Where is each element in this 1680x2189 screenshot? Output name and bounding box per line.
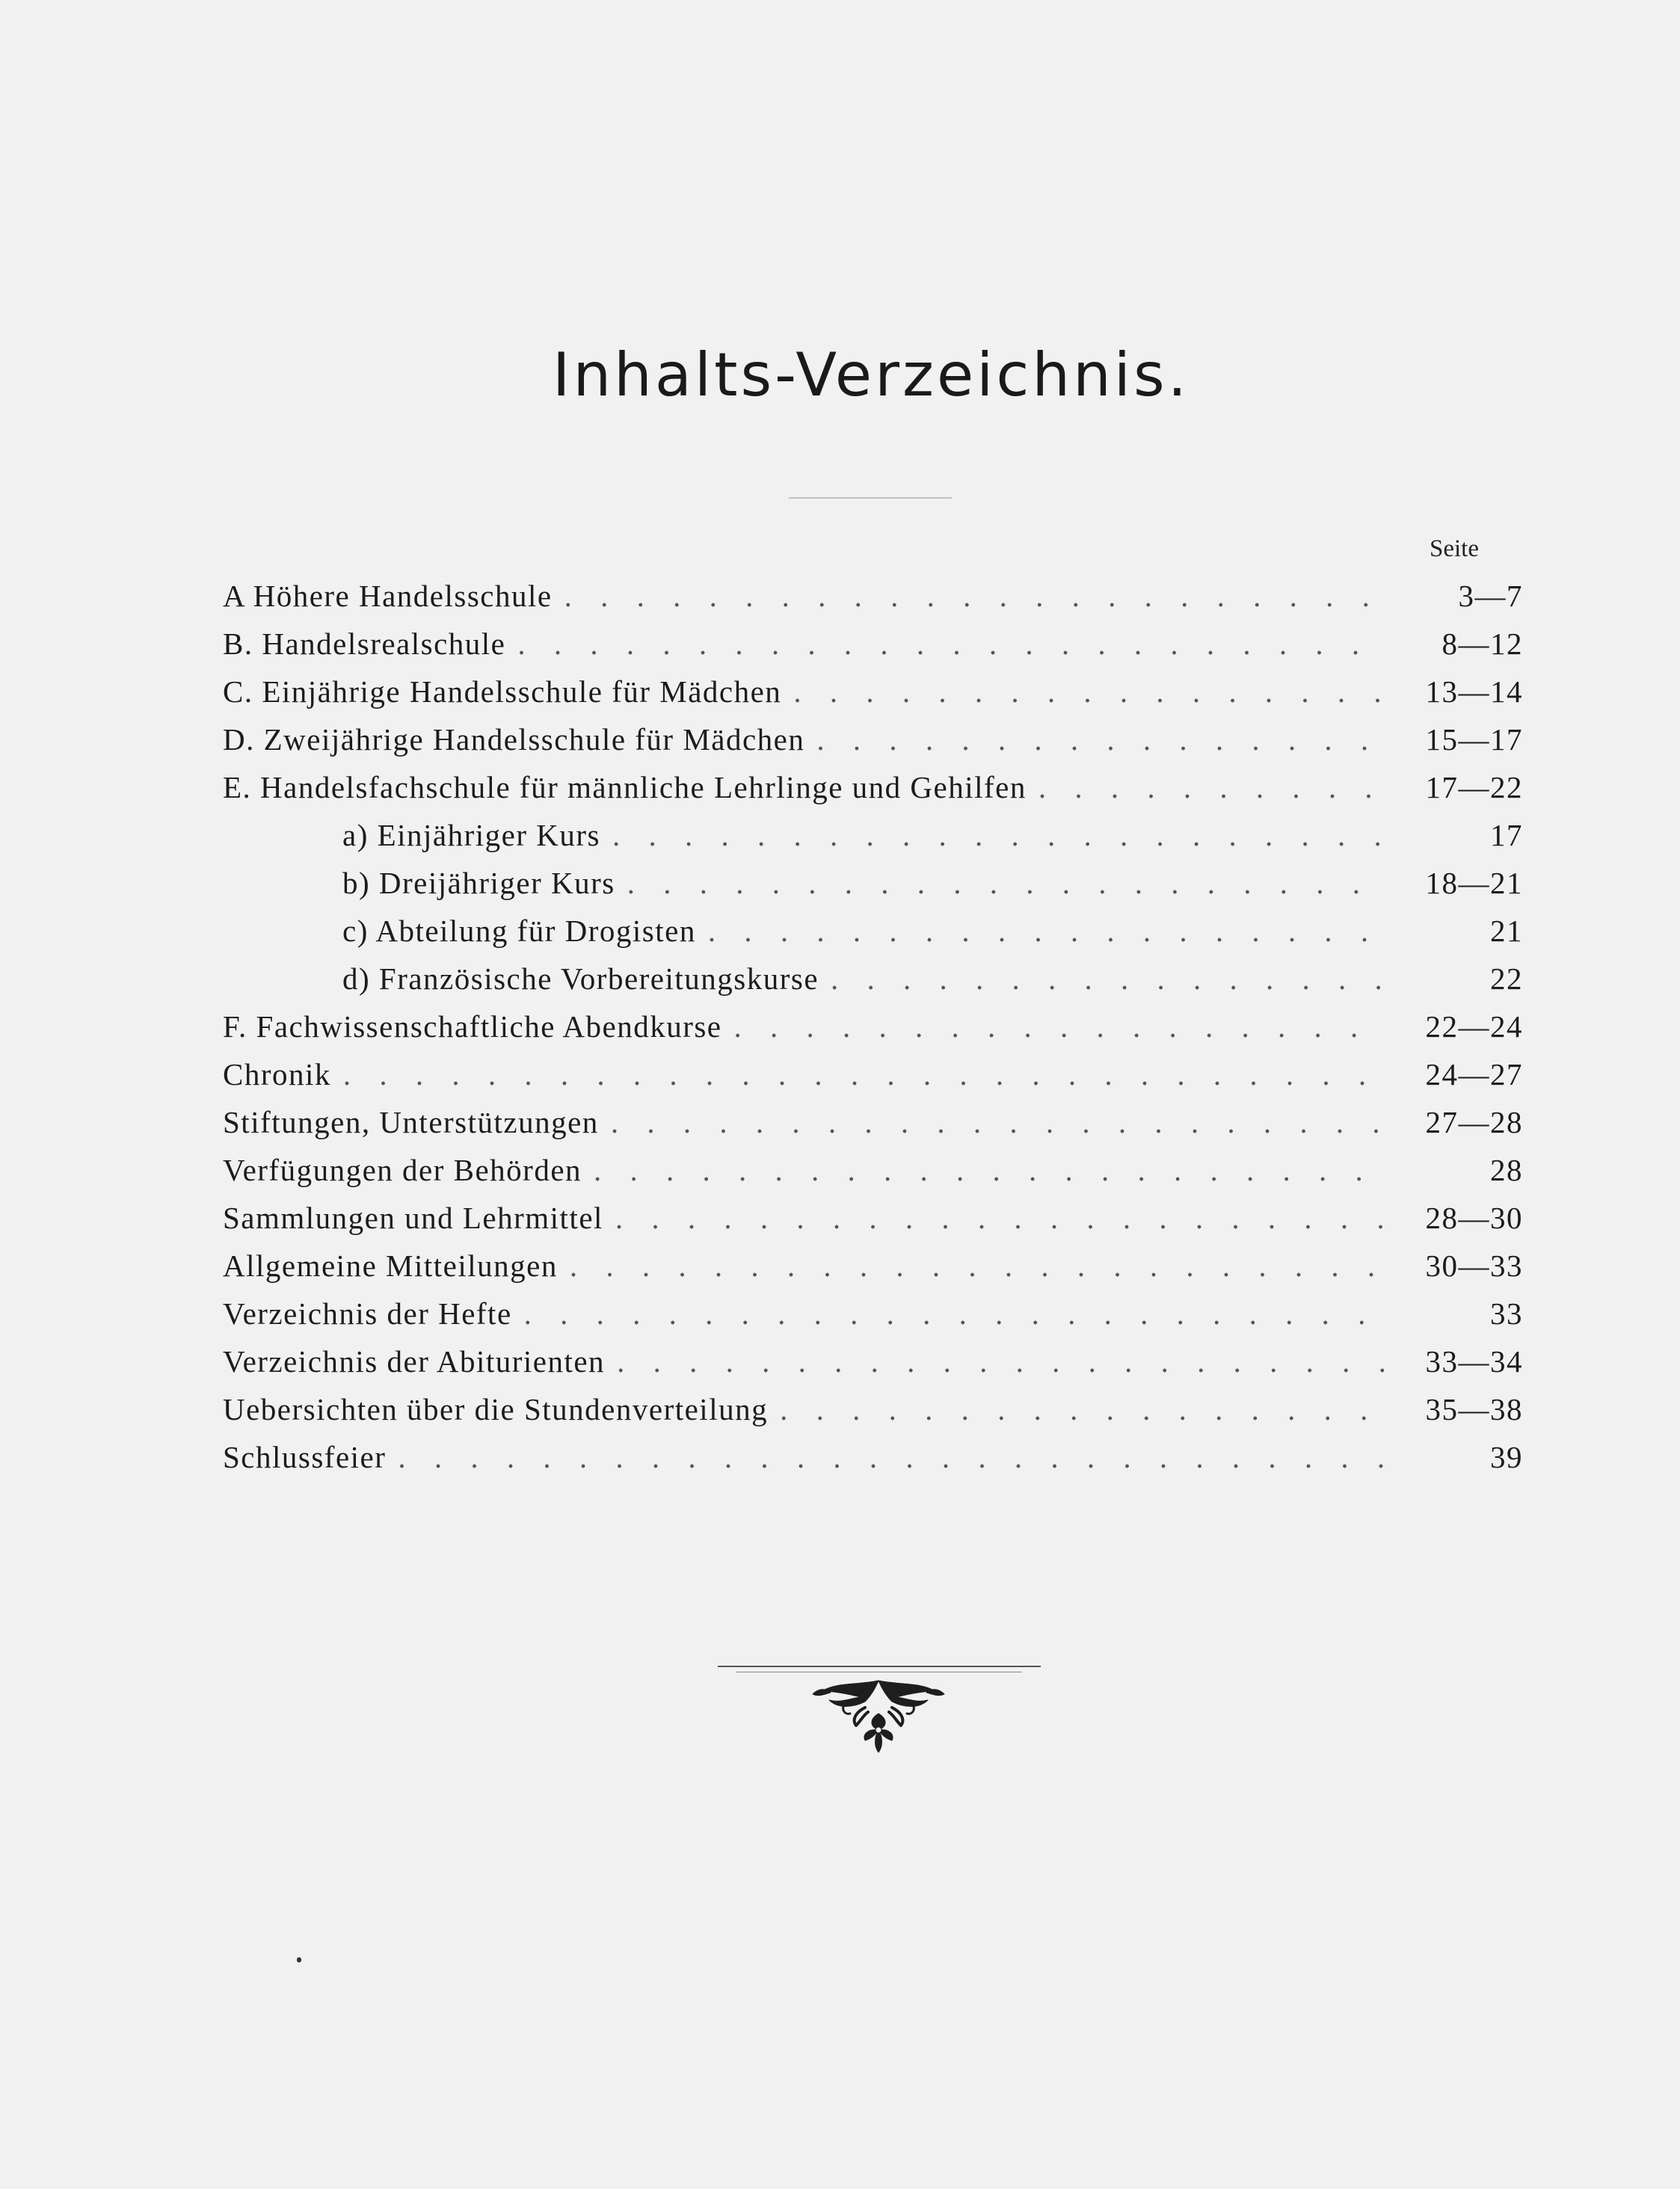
toc-entry-pages: 39	[1392, 1433, 1523, 1481]
toc-entry[interactable]	[0, 1290, 1680, 1337]
toc-entry-label: a) Einjähriger Kurs	[342, 811, 612, 859]
dot-leaders	[517, 620, 1385, 668]
toc-entry-pages: 28	[1392, 1146, 1523, 1194]
dot-leaders	[611, 1098, 1385, 1146]
toc-entry-label: E. Handelsfachschule für männliche Lehrlinge und Gehilfen	[223, 763, 1039, 811]
dot-leaders	[524, 1290, 1385, 1337]
dot-leaders	[617, 1337, 1385, 1385]
toc-entry-label: Schlussfeier	[223, 1433, 398, 1481]
dot-leaders	[570, 1242, 1385, 1290]
toc-entry-label: Chronik	[223, 1050, 343, 1098]
toc-entry-label: d) Französische Vorbereitungskurse	[342, 955, 831, 1003]
toc-entry-pages: 22—24	[1392, 1003, 1523, 1050]
page-column-header: Seite	[1430, 535, 1479, 562]
toc-entry-pages: 15—17	[1392, 715, 1523, 763]
toc-entry-label: F. Fachwissenschaftliche Abendkurse	[223, 1003, 734, 1050]
toc-entry[interactable]	[0, 715, 1680, 763]
ornament-rule-top	[718, 1666, 1041, 1667]
toc-entry[interactable]	[0, 1003, 1680, 1050]
toc-entry[interactable]	[0, 1337, 1680, 1385]
toc-subentry[interactable]	[0, 907, 1680, 955]
toc-entry-pages: 17	[1392, 811, 1523, 859]
print-speck	[297, 1957, 301, 1962]
toc-entry-label: C. Einjährige Handelsschule für Mädchen	[223, 668, 793, 715]
dot-leaders	[594, 1146, 1385, 1194]
toc-entry[interactable]	[0, 763, 1680, 811]
toc-entry[interactable]	[0, 1385, 1680, 1433]
toc-entry-label: Allgemeine Mitteilungen	[223, 1242, 570, 1290]
dot-leaders	[343, 1050, 1385, 1098]
toc-entry-label: c) Abteilung für Drogisten	[342, 907, 708, 955]
dot-leaders	[612, 811, 1385, 859]
toc-entry-label: Verzeichnis der Hefte	[223, 1290, 524, 1337]
toc-entry-pages: 33—34	[1392, 1337, 1523, 1385]
toc-entry-pages: 28—30	[1392, 1194, 1523, 1242]
toc-entry[interactable]	[0, 1098, 1680, 1146]
toc-entry[interactable]	[0, 572, 1680, 620]
table-of-contents	[0, 572, 1680, 1481]
dot-leaders	[734, 1003, 1385, 1050]
toc-entry[interactable]	[0, 1194, 1680, 1242]
toc-entry[interactable]	[0, 620, 1680, 668]
toc-entry-label: Verfügungen der Behörden	[223, 1146, 594, 1194]
toc-subentry[interactable]	[0, 859, 1680, 907]
dot-leaders	[816, 715, 1385, 763]
toc-entry[interactable]	[0, 1433, 1680, 1481]
toc-entry-pages: 17—22	[1392, 763, 1523, 811]
page-title: Inhalts-Verzeichnis.	[552, 340, 1190, 410]
toc-subentry[interactable]	[0, 955, 1680, 1003]
toc-entry-pages: 21	[1392, 907, 1523, 955]
toc-entry-label: Sammlungen und Lehrmittel	[223, 1194, 615, 1242]
toc-entry[interactable]	[0, 1050, 1680, 1098]
dot-leaders	[780, 1385, 1385, 1433]
toc-subentry[interactable]	[0, 811, 1680, 859]
title-divider	[789, 497, 952, 499]
toc-entry-pages: 8—12	[1392, 620, 1523, 668]
dot-leaders	[615, 1194, 1385, 1242]
toc-entry-label: A Höhere Handelsschule	[223, 572, 564, 620]
toc-entry-label: D. Zweijährige Handelsschule für Mädchen	[223, 715, 816, 763]
dot-leaders	[1039, 763, 1385, 811]
floral-ornament-icon	[796, 1675, 961, 1757]
toc-entry[interactable]	[0, 1146, 1680, 1194]
dot-leaders	[398, 1433, 1385, 1481]
toc-entry-pages: 3—7	[1392, 572, 1523, 620]
toc-entry[interactable]	[0, 668, 1680, 715]
toc-entry-pages: 18—21	[1392, 859, 1523, 907]
toc-entry-label: b) Dreijähriger Kurs	[342, 859, 627, 907]
toc-entry-pages: 35—38	[1392, 1385, 1523, 1433]
toc-entry-label: Stiftungen, Unterstützungen	[223, 1098, 611, 1146]
toc-entry-label: B. Handelsrealschule	[223, 620, 517, 668]
toc-entry-pages: 13—14	[1392, 668, 1523, 715]
toc-entry-label: Verzeichnis der Abiturienten	[223, 1337, 617, 1385]
toc-entry-pages: 22	[1392, 955, 1523, 1003]
toc-entry[interactable]	[0, 1242, 1680, 1290]
toc-entry-pages: 30—33	[1392, 1242, 1523, 1290]
toc-entry-pages: 27—28	[1392, 1098, 1523, 1146]
dot-leaders	[831, 955, 1385, 1003]
toc-entry-label: Uebersichten über die Stundenverteilung	[223, 1385, 780, 1433]
dot-leaders	[627, 859, 1385, 907]
dot-leaders	[708, 907, 1385, 955]
dot-leaders	[793, 668, 1385, 715]
dot-leaders	[564, 572, 1385, 620]
toc-entry-pages: 33	[1392, 1290, 1523, 1337]
toc-entry-pages: 24—27	[1392, 1050, 1523, 1098]
